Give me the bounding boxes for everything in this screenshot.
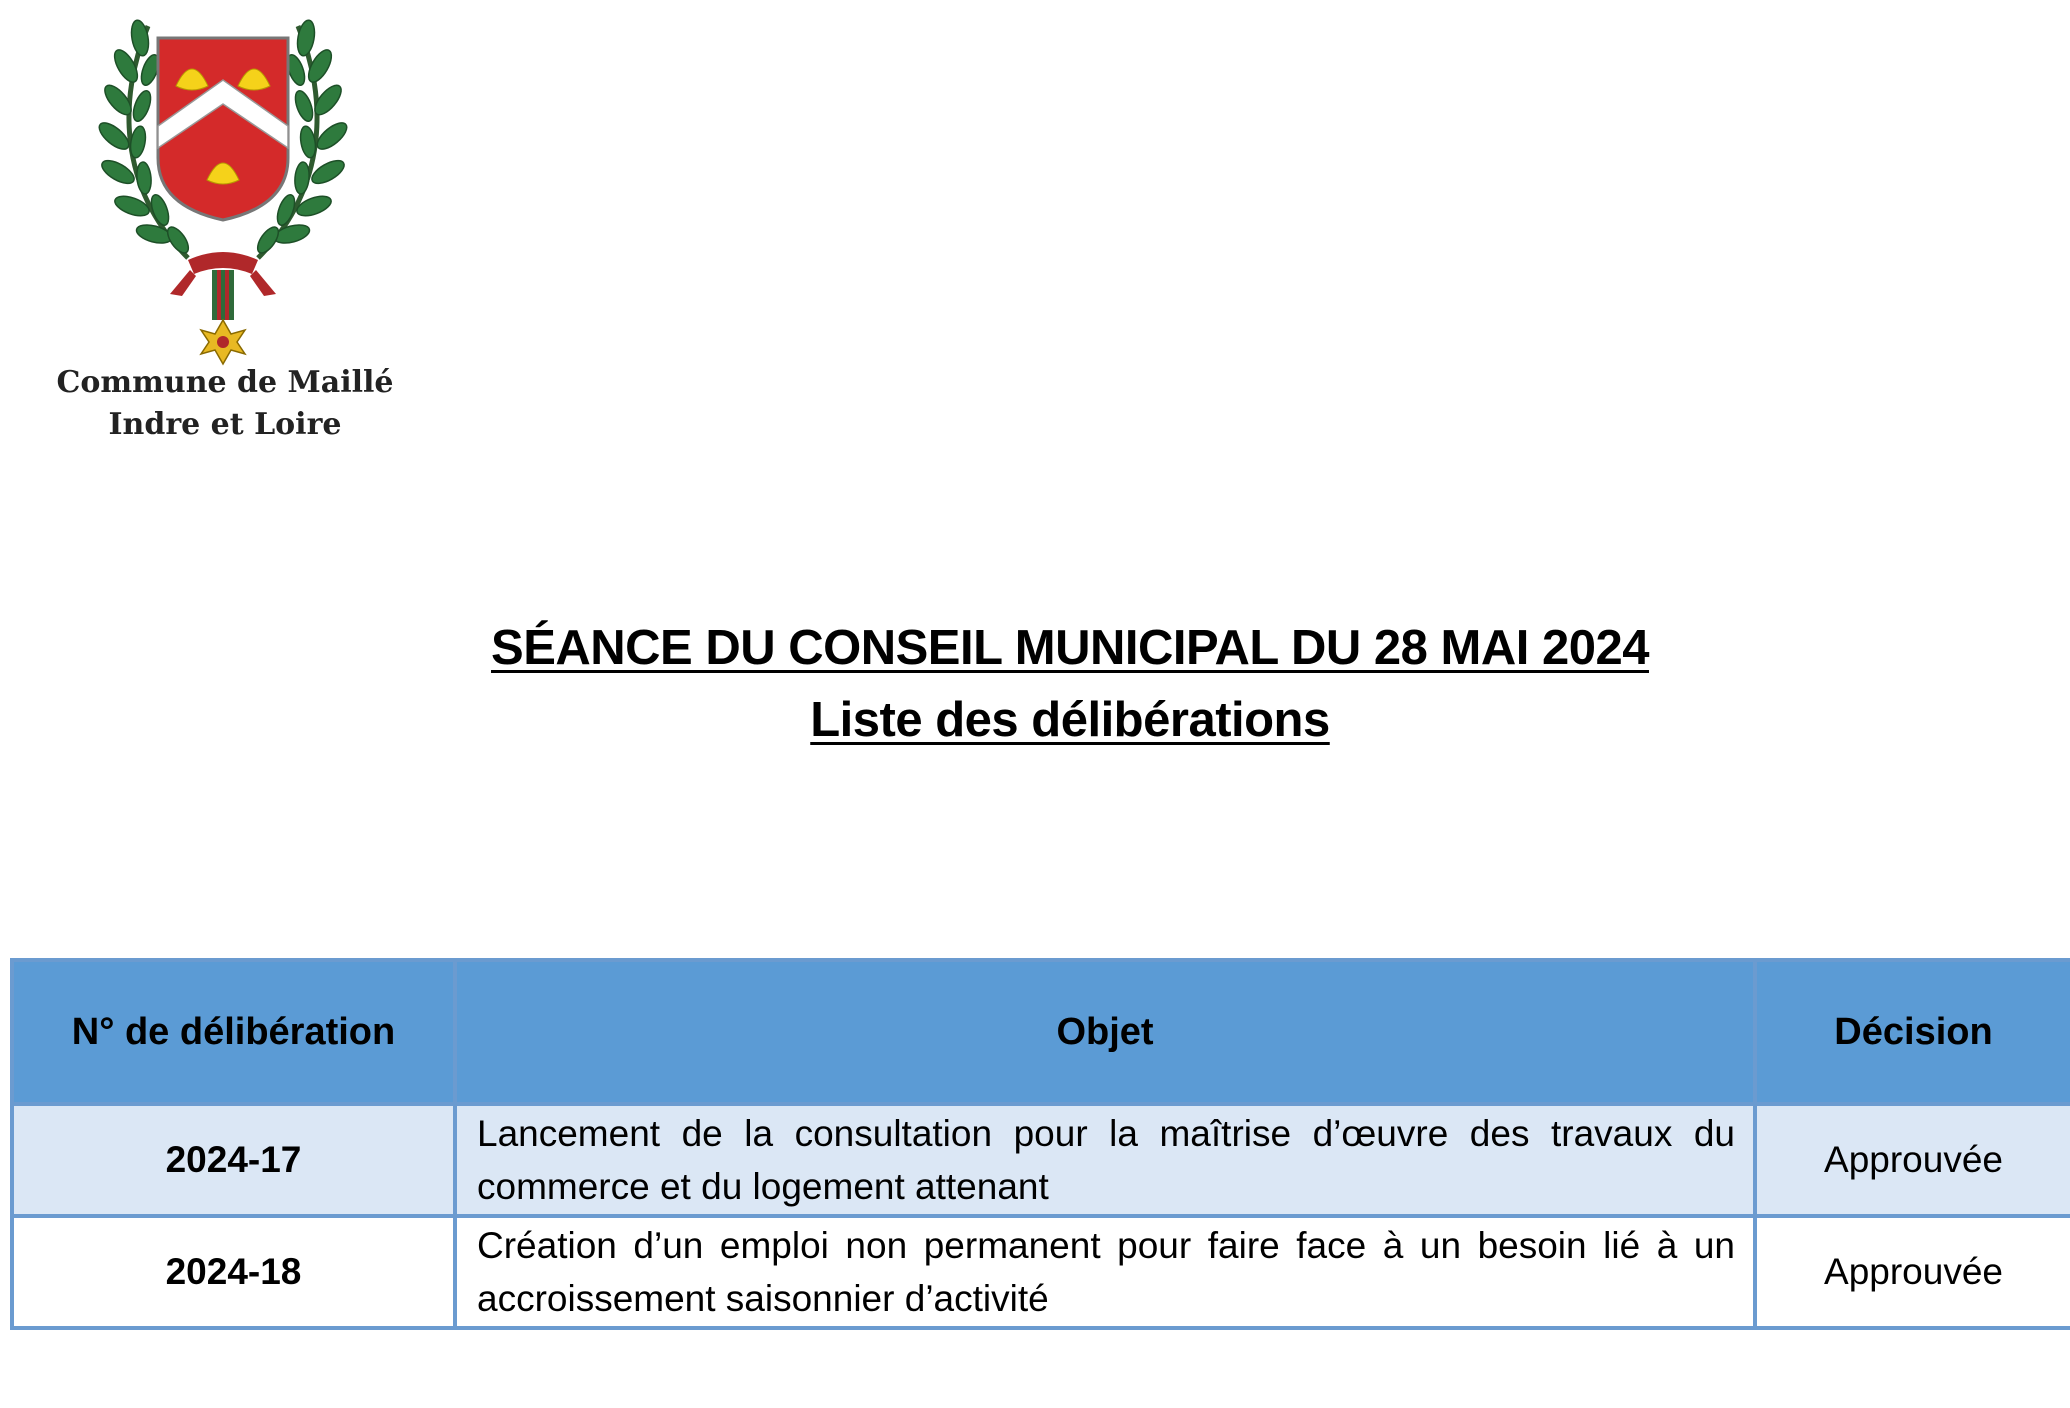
deliberation-object: Création d’un emploi non permanent pour faire face à un besoin lié à un accroissement saisonnier d’activité — [455, 1216, 1755, 1328]
table-row — [12, 1216, 2070, 1328]
header-decision: Décision — [1755, 960, 2070, 1104]
list-title: Liste des délibérations — [810, 693, 1330, 747]
commune-logo — [40, 8, 410, 448]
document-heading — [0, 612, 2070, 756]
table-row — [12, 1104, 2070, 1216]
deliberation-decision: Approuvée — [1755, 1104, 2070, 1216]
coat-of-arms-icon — [78, 8, 368, 368]
meeting-title: SÉANCE DU CONSEIL MUNICIPAL DU 28 MAI 2024 — [491, 621, 1649, 675]
header-object: Objet — [455, 960, 1755, 1104]
deliberation-number: 2024-17 — [12, 1104, 455, 1216]
deliberations-table — [10, 958, 2070, 1330]
deliberation-decision: Approuvée — [1755, 1216, 2070, 1328]
deliberation-object: Lancement de la consultation pour la maîtrise d’œuvre des travaux du commerce et du logement attenant — [455, 1104, 1755, 1216]
header-number: N° de délibération — [12, 960, 455, 1104]
table-header-row — [12, 960, 2070, 1104]
deliberation-number: 2024-18 — [12, 1216, 455, 1328]
logo-department-name: Indre et Loire — [108, 407, 342, 442]
logo-commune-name: Commune de Maillé — [56, 365, 394, 400]
